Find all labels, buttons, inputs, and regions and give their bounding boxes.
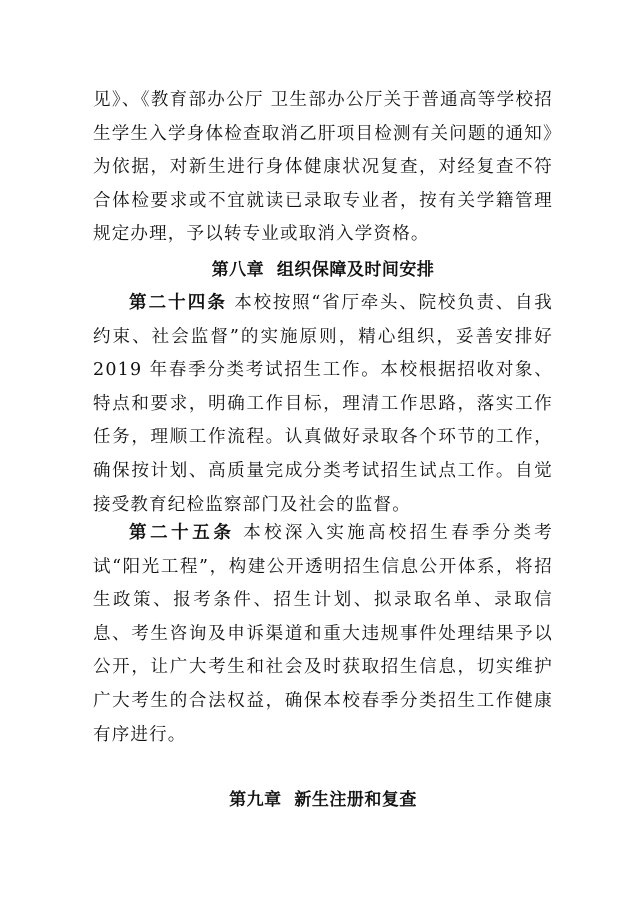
chapter-8-heading: 第八章 组织保障及时间安排 [211, 260, 435, 280]
article-24-text: 本校按照“省厅牵头、院校负责、自我约束、社会监督”的实施原则，精心组织，妥善安排好 2019 年春季分类考试招生工作。本校根据招收对象、特点和要求，明确工作目标，理清工作思路，落实工作任务，理顺工作流程。认真做好录取各个环节的工作，确保按计划、高质量完成分类考试招生试点工作。自觉接受教育纪检监察部门及社会的监督。 [93, 293, 554, 515]
article-24-paragraph [93, 287, 553, 522]
article-25-paragraph [93, 517, 553, 752]
article-25-text: 本校深入实施高校招生春季分类考试“阳光工程”，构建公开透明招生信息公开体系，将招生政策、报考条件、招生计划、拟录取名单、录取信息、考生咨询及申诉渠道和重大违规事件处理结果予以公开，让广大考生和社会及时获取招生信息，切实维护广大考生的合法权益，确保本校春季分类招生工作健康有序进行。 [93, 523, 553, 745]
article-25-label: 第二十五条 [129, 523, 235, 543]
chapter-9-heading: 第九章 新生注册和复查 [229, 790, 417, 810]
paragraph-continued: 见》、《教育部办公厅 卫生部办公厅关于普通高等学校招生学生入学身体检查取消乙肝项目检测有关问题的通知》为依据，对新生进行身体健康状况复查，对经复查不符合体检要求或不宜就读已录取专业者，按有关学籍管理规定办理，予以转专业或取消入学资格。 [93, 90, 553, 245]
article-24-label: 第二十四条 [129, 293, 227, 313]
